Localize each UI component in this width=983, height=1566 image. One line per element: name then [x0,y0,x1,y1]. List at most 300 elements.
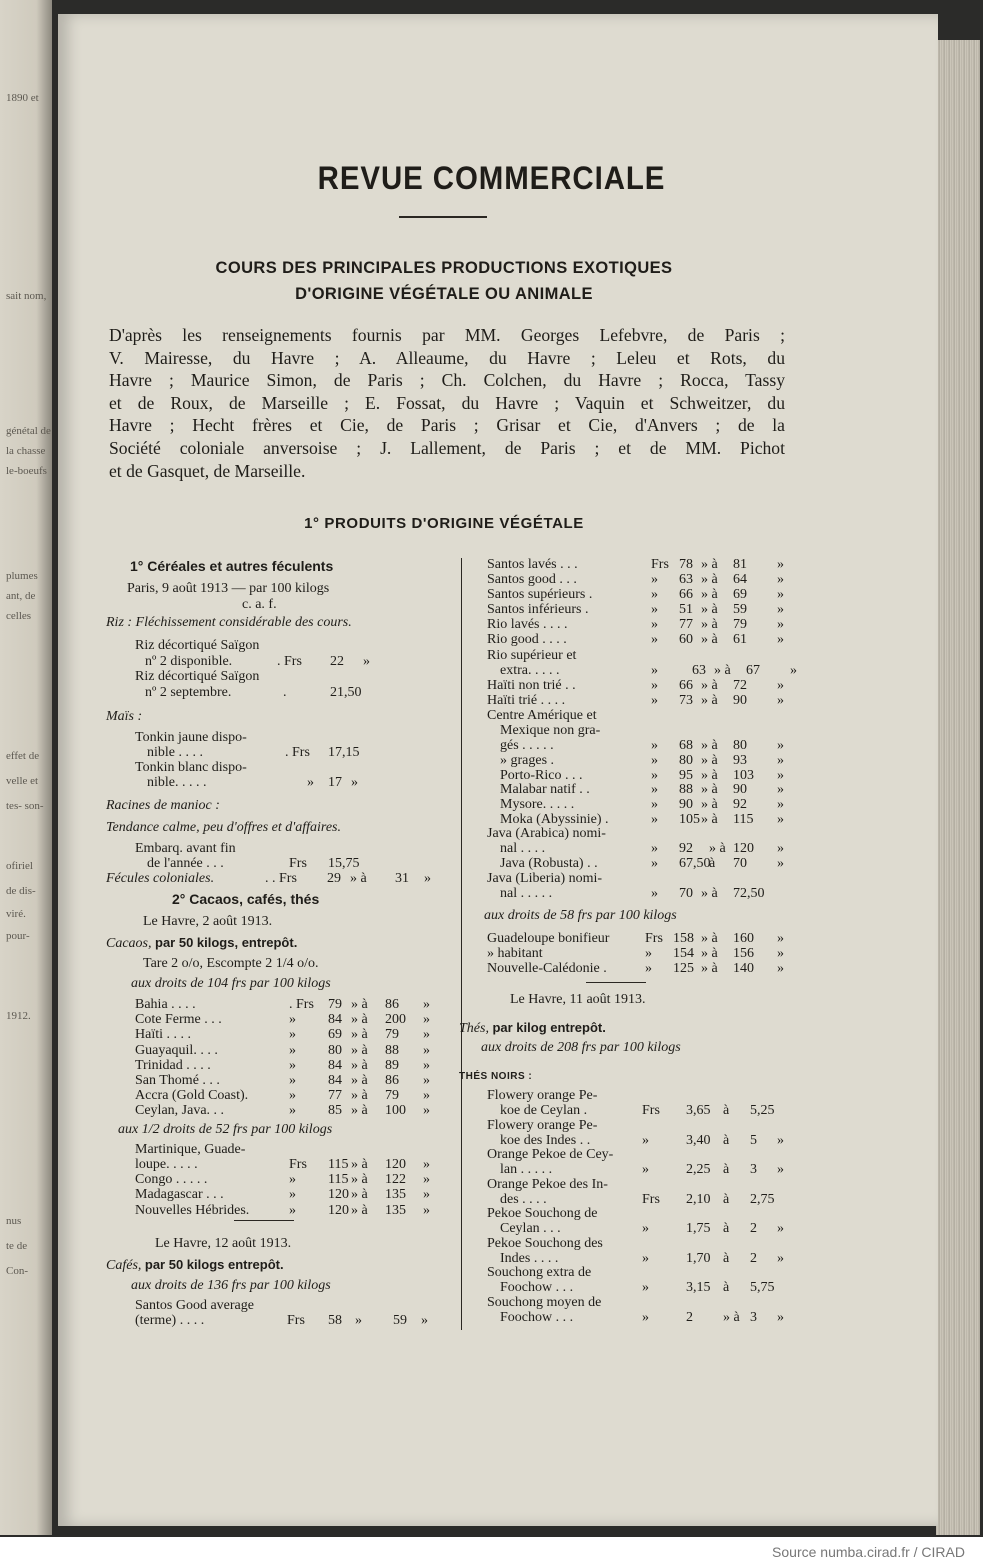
mark: » [423,997,430,1012]
price-low: 63 [679,572,693,587]
heading-cacaos: 2° Cacaos, cafés, thés [172,891,320,907]
item-name: Malabar natif . . [500,782,590,798]
unit: » [642,1309,649,1325]
unit: » [289,1027,296,1043]
mark: » [423,1157,430,1172]
item-name: Guadeloupe bonifieur [487,931,610,946]
mark: » [424,871,431,886]
price-low: 154 [673,946,694,961]
price: 58 [328,1313,342,1328]
separator: » à [701,767,718,783]
intro-line: et de Roux, de Marseille ; E. Fossat, du Havre ; Vaquin et Schweitzer, du [109,392,785,413]
price-high: 79 [385,1088,399,1104]
separator: » à [709,841,726,856]
unit: » [651,797,658,813]
item-name: nº 2 septembre. [145,685,232,700]
separator: » à [701,812,718,827]
price-low: 125 [673,961,694,976]
unit: » [289,1202,296,1218]
mais-line1: Tonkin blanc dispo- [135,760,247,775]
price-high: 81 [733,557,747,572]
price-low: 3,15 [686,1280,711,1295]
mark: » [777,738,784,753]
item-name: Santos lavés . . . [487,557,578,572]
mark: » [777,1221,784,1236]
price: 17 [328,775,342,790]
separator: » à [701,886,718,901]
price-high: 120 [385,1157,406,1172]
price-row [135,1187,465,1202]
item-name: Rio good . . . . [487,632,567,647]
item-name: Foochow . . . [500,1309,574,1325]
cafes-label [106,1257,284,1274]
price-row [487,812,817,827]
price-row [487,557,817,572]
unit: » [289,1042,296,1058]
mark: » [423,1202,430,1218]
separator: » à [701,946,718,961]
price-high: 122 [385,1172,406,1188]
separator: » à [701,797,718,813]
mark: » [423,1103,430,1119]
price-high: 64 [733,572,747,587]
price-high: 61 [733,632,747,647]
price-high: 156 [733,946,754,961]
tea-name-line1: Orange Pekoe des In- [487,1176,608,1192]
separator: » à [714,663,731,678]
unit: » [651,767,658,783]
price-high: 70 [733,856,747,871]
prev-fragment: 1890 et [6,92,39,104]
price-row [106,871,436,886]
separator: » à [701,572,718,587]
rio-sup-line1: Rio supérieur et [487,648,577,663]
price-high: 100 [385,1103,406,1119]
price: 21,50 [330,685,362,700]
item-name: nal . . . . . [500,886,553,901]
separator: » à [701,782,718,798]
unit: Frs [289,856,307,871]
price-row [487,768,817,783]
martinique-line1: Martinique, Guade- [135,1142,246,1157]
mark: » [777,767,784,783]
thes-unit: par kilog entrepôt. [492,1020,606,1035]
prev-fragment: plumes [6,570,38,582]
unit: Frs [645,931,663,946]
paris-date: Paris, 9 août 1913 — par 100 kilogs [127,581,330,596]
item-name: Congo . . . . . [135,1172,208,1188]
separator: » à [701,931,718,946]
unit: Frs [289,1157,307,1172]
mark: » [777,587,784,602]
section-heading: 1° PRODUITS D'ORIGINE VÉGÉTALE [304,515,584,532]
separator: » à [701,557,718,572]
price-row [487,931,817,946]
price-low: 66 [679,587,693,602]
unit: » [651,841,658,856]
item-name: Ceylan, Java. . . [135,1103,225,1119]
price-high: 5 [750,1132,757,1148]
price-low: 70 [679,886,693,901]
price-row [135,1073,465,1088]
intro-paragraph [109,324,785,482]
centre-line1: Centre Amérique et [487,708,597,723]
mark: » [777,946,784,961]
price-row [135,775,435,790]
unit: . [283,685,287,700]
separator: » à [701,693,718,708]
thes-word: Thés, [459,1021,489,1036]
item-name: Java (Robusta) . . [500,856,598,871]
item-name: extra. . . . . [500,663,560,678]
item-name: nº 2 disponible. [145,654,233,669]
divider [586,982,646,983]
price-row [487,602,817,617]
price-row [487,632,817,647]
price-low: 92 [679,841,693,856]
price-row [135,1313,435,1328]
price-row [487,678,817,693]
separator: » à [701,752,718,768]
price-row [500,663,830,678]
price-high: 5,25 [750,1103,775,1118]
previous-page-edge [0,0,52,1535]
price-low: 115 [328,1172,349,1188]
mark: » [423,1042,430,1058]
item-name: Cote Ferme . . . [135,1012,222,1028]
item-name: koe de Ceylan . [500,1103,588,1118]
separator: » [355,1313,362,1328]
tea-name-line1: Souchong moyen de [487,1294,602,1310]
unit: » [651,752,658,768]
price-row [135,1027,465,1042]
price-low: 1,75 [686,1221,711,1236]
price-low: 67,50 [679,856,711,871]
intro-line: Havre ; Hecht frères et Cie, de Paris ; Grisar et Cie, d'Anvers ; de la [109,415,785,436]
separator: » à [351,997,368,1012]
intro-line: V. Mairesse, du Havre ; A. Alleaume, du Havre ; Leleu et Rots, du [109,347,785,368]
price-high: 92 [733,797,747,813]
price-low: 95 [679,767,693,783]
unit: » [289,1012,296,1028]
embarq-line1: Embarq. avant fin [135,841,236,856]
price-row [487,617,817,632]
price-high: 2,75 [750,1191,775,1207]
price-low: 2 [686,1309,693,1325]
mark: » [777,632,784,647]
prev-fragment: de dis- [6,885,36,897]
price-row [487,693,817,708]
price-row [487,961,817,976]
separator: » à [351,1103,368,1119]
price-high: 135 [385,1187,406,1203]
unit: » [651,617,658,632]
prev-fragment: le-boeufs [6,465,47,477]
cacaos-label [106,935,297,952]
price-low: 84 [328,1073,342,1088]
price-high: 79 [733,617,747,632]
item-name: koe des Indes . . [500,1132,591,1148]
prev-fragment: Con- [6,1265,28,1277]
column-divider [461,558,462,1330]
price-low: 90 [679,797,693,813]
mark: » [790,663,797,678]
price-low: 60 [679,632,693,647]
price-low: 84 [328,1012,342,1028]
unit: » [642,1280,649,1295]
intro-line: et de Gasquet, de Marseille. [109,460,306,481]
price-high: 120 [733,841,754,856]
separator: à [723,1221,730,1236]
mark: » [777,1132,784,1148]
price-low: 120 [328,1202,349,1218]
item-name: Accra (Gold Coast). [135,1088,249,1104]
unit: . Frs [285,745,310,760]
price-row [135,1088,465,1103]
prev-fragment: génétal de [6,425,51,437]
prev-fragment: effet de [6,750,40,762]
price-high: 160 [733,931,754,946]
price-row [487,572,817,587]
item-name: San Thomé . . . [135,1073,220,1088]
separator: » à [351,1157,368,1172]
mark: » [363,654,370,669]
tea-name-line1: Orange Pekoe de Cey- [487,1147,614,1162]
prev-fragment: pour- [6,930,30,942]
mark: » [777,812,784,827]
price-high: 90 [733,693,747,708]
tea-name-line1: Pekoe Souchong de [487,1206,598,1221]
mais-label: Maïs : [106,709,143,724]
price-low: 73 [679,693,693,708]
price-low: 77 [679,617,693,632]
cacaos-word: Cacaos, [106,936,152,951]
mark: » [423,1012,430,1028]
separator: » à [351,1027,368,1043]
droits-note: aux 1/2 droits de 52 frs par 100 kilogs [118,1122,333,1137]
price-high: 80 [733,738,747,753]
item-name: Guayaquil. . . . [135,1042,218,1058]
price-low: 77 [328,1088,342,1104]
price-row [135,856,435,871]
mark: » [421,1313,428,1328]
unit: Frs [287,1313,305,1328]
item-name: Mysore. . . . . [500,797,575,813]
price-low: 85 [328,1103,342,1119]
unit: . Frs [289,997,314,1012]
unit: » [651,693,658,708]
mark: » [423,1057,430,1073]
mais-line1: Tonkin jaune dispo- [135,730,247,745]
price-low: 88 [679,782,693,798]
price-row [487,1280,797,1295]
item-name: Santos good . . . [487,572,577,587]
unit: » [642,1162,649,1177]
tea-name-line1: Pekoe Souchong des [487,1235,603,1251]
price: 22 [330,654,344,669]
price-low: 69 [328,1027,342,1043]
price-high: 115 [733,812,754,827]
item-name: Moka (Abyssinie) . [500,812,609,827]
separator: à [723,1132,730,1148]
price-row [487,587,817,602]
unit: » [651,663,658,678]
mark: » [351,775,358,790]
price-low: 84 [328,1057,342,1073]
mark: » [423,1073,430,1088]
subtitle-1: COURS DES PRINCIPALES PRODUCTIONS EXOTIQUES [215,259,673,277]
unit: » [651,812,658,827]
price-row [135,1043,465,1058]
price-high: 3 [750,1309,757,1325]
tea-name-line1: Flowery orange Pe- [487,1117,598,1133]
price-high: 72,50 [733,886,765,901]
mark: » [777,782,784,798]
unit: » [645,946,652,961]
price: 29 [327,871,341,886]
item-name: Trinidad . . . . [135,1057,211,1073]
separator: » à [701,678,718,693]
price-row [487,1103,797,1118]
droits-note: aux droits de 104 frs par 100 kilogs [131,976,331,991]
price-low: 115 [328,1157,349,1172]
thes-noirs-label: THÉS NOIRS : [459,1071,533,1082]
mark: » [777,797,784,813]
prev-fragment: celles [6,610,32,622]
unit: » [651,632,658,647]
cacaos-unit: par 50 kilogs, entrepôt. [155,935,298,950]
tendance-note: Tendance calme, peu d'offres et d'affaires. [106,820,342,835]
prev-fragment: sait nom, [6,290,47,302]
unit: . Frs [277,654,302,669]
cafes-word: Cafés, [106,1258,142,1273]
droits-note: aux droits de 58 frs par 100 kilogs [484,908,677,923]
mark: » [423,1088,430,1104]
separator: » à [351,1088,368,1104]
caf-label: c. a. f. [242,597,277,612]
tea-name-line1: Souchong extra de [487,1265,592,1280]
price-high: 88 [385,1042,399,1058]
price-low: 3,65 [686,1103,711,1118]
separator: à [723,1162,730,1177]
separator: » à [351,1187,368,1203]
price-low: 1,70 [686,1250,711,1266]
price-high: 90 [733,782,747,798]
price-high: 3 [750,1162,757,1177]
mark: » [777,931,784,946]
separator: à [723,1280,730,1295]
racines-label: Racines de manioc : [106,798,220,813]
prev-fragment: 1912. [6,1010,31,1022]
price-row [487,1162,797,1177]
price-low: 158 [673,931,694,946]
prev-fragment: ofiriel [6,860,33,872]
tea-name-line1: Flowery orange Pe- [487,1088,598,1103]
tare-note: Tare 2 o/o, Escompte 2 1/4 o/o. [143,956,319,971]
unit: » [651,856,658,871]
price-low: 66 [679,678,693,693]
intro-line: Société coloniale anversoise ; J. Lallement, de Paris ; et de MM. Pichot [109,437,785,458]
title-rule [399,216,487,218]
mark: » [777,572,784,587]
unit: » [289,1187,296,1203]
mark: » [423,1172,430,1188]
price: 59 [393,1313,407,1328]
price-row [135,685,435,700]
price-row [487,1192,797,1207]
java-arabica-line1: Java (Arabica) nomi- [487,826,606,841]
prev-fragment: ant, de [6,590,36,602]
price-high: 103 [733,767,754,783]
droits-note: aux droits de 208 frs par 100 kilogs [481,1040,681,1055]
separator: » à [723,1309,740,1325]
mark: » [777,602,784,617]
price-high: 67 [746,663,760,678]
price-low: 78 [679,557,693,572]
havre-date: Le Havre, 12 août 1913. [155,1236,292,1251]
price-row [487,782,817,797]
price-row [500,886,830,901]
mark: » [777,841,784,856]
price-low: 2,10 [686,1191,711,1207]
price-high: 2 [750,1221,757,1236]
item-name: nal . . . . [500,841,546,856]
item-name: » grages . [500,752,555,768]
separator: » à [351,1012,368,1028]
riz-line1: Riz décortiqué Saïgon [135,638,260,653]
price-high: 59 [733,602,747,617]
cafes-unit: par 50 kilogs entrepôt. [144,1257,284,1272]
price-row [487,1310,797,1325]
price-low: 51 [679,602,693,617]
separator: » à [351,1172,368,1188]
mark: » [777,752,784,768]
price-high: 2 [750,1250,757,1266]
heading-cereales: 1° Céréales et autres féculents [130,558,334,574]
prev-fragment: la chasse [6,445,46,457]
centre-line2: Mexique non gra- [500,723,601,738]
separator: à [709,856,716,871]
intro-line: D'après les renseignements fournis par MM. Georges Lefebvre, de Paris ; [109,325,785,345]
unit: » [651,572,658,587]
separator: » à [701,632,718,647]
riz-note: Riz : Fléchissement considérable des cours. [106,615,352,630]
price-high: 86 [385,997,399,1012]
price-low: 120 [328,1187,349,1203]
separator: » à [701,617,718,632]
prev-fragment: viré. [6,908,26,920]
source-footer [0,1537,983,1566]
mark: » [777,856,784,871]
subtitle-2: D'ORIGINE VÉGÉTALE OU ANIMALE [295,285,593,303]
unit: » [651,678,658,693]
price-row [135,1012,465,1027]
price: 17,15 [328,745,360,760]
mark: » [777,617,784,632]
source-text: Source numba.cirad.fr / CIRAD [772,1544,965,1560]
item-name: Fécules coloniales. [106,871,215,886]
separator: » à [351,1057,368,1073]
price-low: 68 [679,738,693,753]
mark: » [777,1162,784,1177]
item-name: Haïti non trié . . [487,678,576,693]
mark: » [777,1309,784,1325]
price-row [135,1203,465,1218]
unit: Frs [651,557,669,572]
havre-date: Le Havre, 11 août 1913. [510,992,646,1007]
santos-avg-line1: Santos Good average [135,1298,254,1313]
intro-line: Havre ; Maurice Simon, de Paris ; Ch. Colchen, du Havre ; Rocca, Tassy [109,370,785,391]
